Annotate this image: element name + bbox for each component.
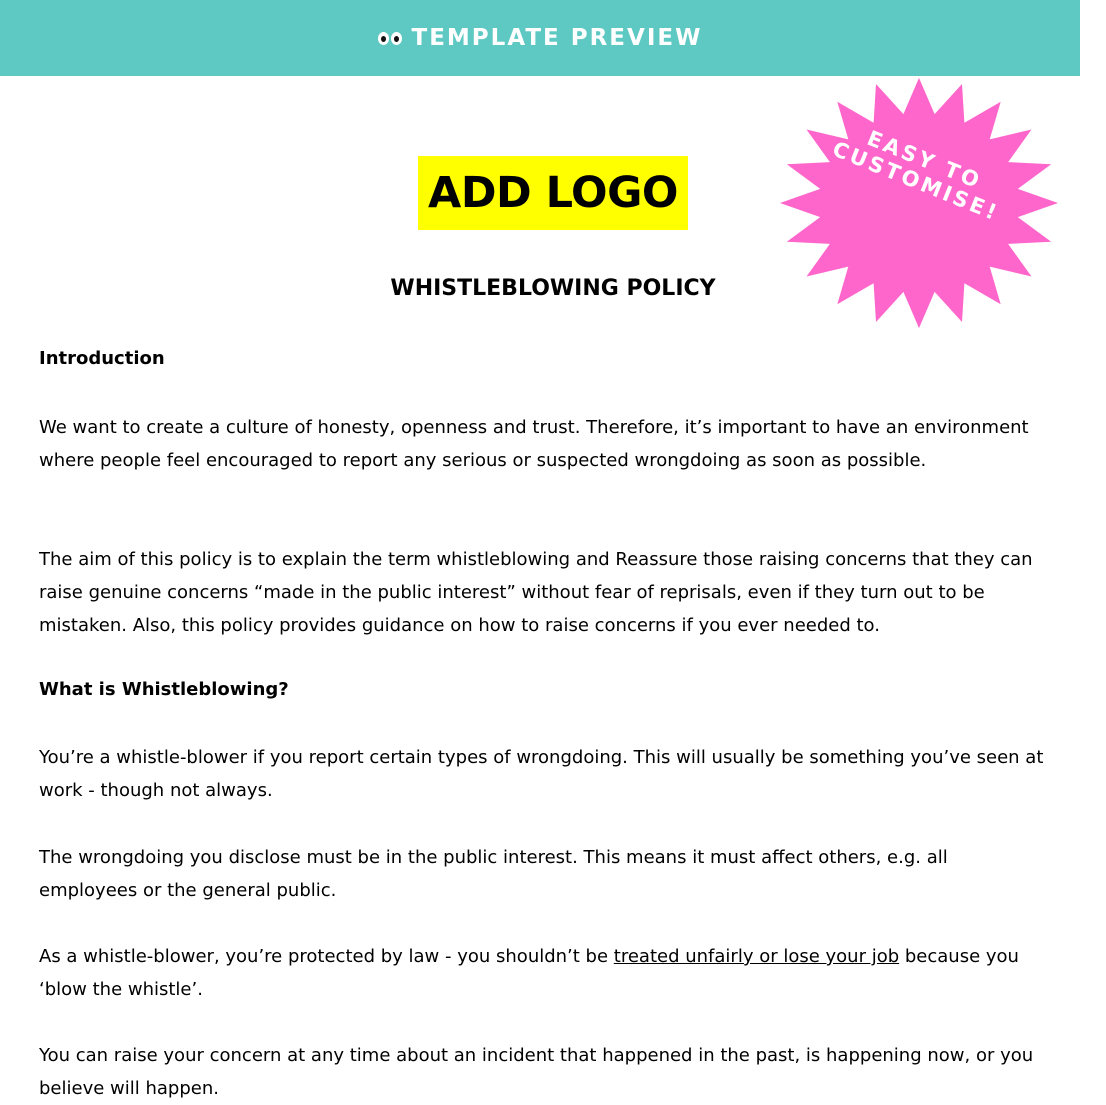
document-title: WHISTLEBLOWING POLICY — [390, 276, 716, 301]
logo-placeholder[interactable] — [418, 156, 688, 230]
banner-content — [378, 25, 703, 51]
paragraph-protected-by-law — [39, 940, 1049, 1006]
left-eye — [378, 32, 389, 45]
right-eye — [391, 32, 402, 45]
protected-text-after: because you ‘blow the whistle’. — [39, 946, 1019, 1000]
paragraph-intro-1: We want to create a culture of honesty, openness and trust. Therefore, it’s important to have an environment where people feel encouraged to report any serious or suspected wrongdoing as soon as possible. — [39, 417, 1029, 471]
paragraph-whistleblower-1: You’re a whistle-blower if you report certain types of wrongdoing. This will usually be something you’ve seen at work - though not always. — [39, 747, 1044, 801]
protected-text-before: As a whistle-blower, you’re protected by law - you shouldn’t be — [39, 946, 614, 967]
paragraph-raise-concern: You can raise your concern at any time about an incident that happened in the past, is happening now, or you believe will happen. — [39, 1045, 1034, 1099]
unfair-treatment-link[interactable]: treated unfairly or lose your job — [613, 946, 900, 967]
paragraph-whistleblower-2: The wrongdoing you disclose must be in the public interest. This means it must affect others, e.g. all employees or the general public. — [39, 847, 948, 901]
section-heading-what-is-whistleblowing: What is Whistleblowing? — [39, 679, 289, 700]
logo-label: ADD LOGO — [428, 168, 678, 218]
badge-text: EASY TO CUSTOMISE! — [829, 126, 1003, 226]
eyes-icon — [378, 32, 402, 45]
banner-label: TEMPLATE PREVIEW — [411, 25, 703, 51]
paragraph-intro-2: The aim of this policy is to explain the term whistleblowing and Reassure those raising concerns that they can raise genuine concerns “made in the public interest” without fear of reprisals, even if they turn out to be mistaken. Also, this policy provides guidance on how to raise concerns if you ever needed to. — [39, 549, 1033, 636]
section-heading-introduction: Introduction — [39, 348, 165, 369]
template-preview-banner — [0, 0, 1080, 76]
